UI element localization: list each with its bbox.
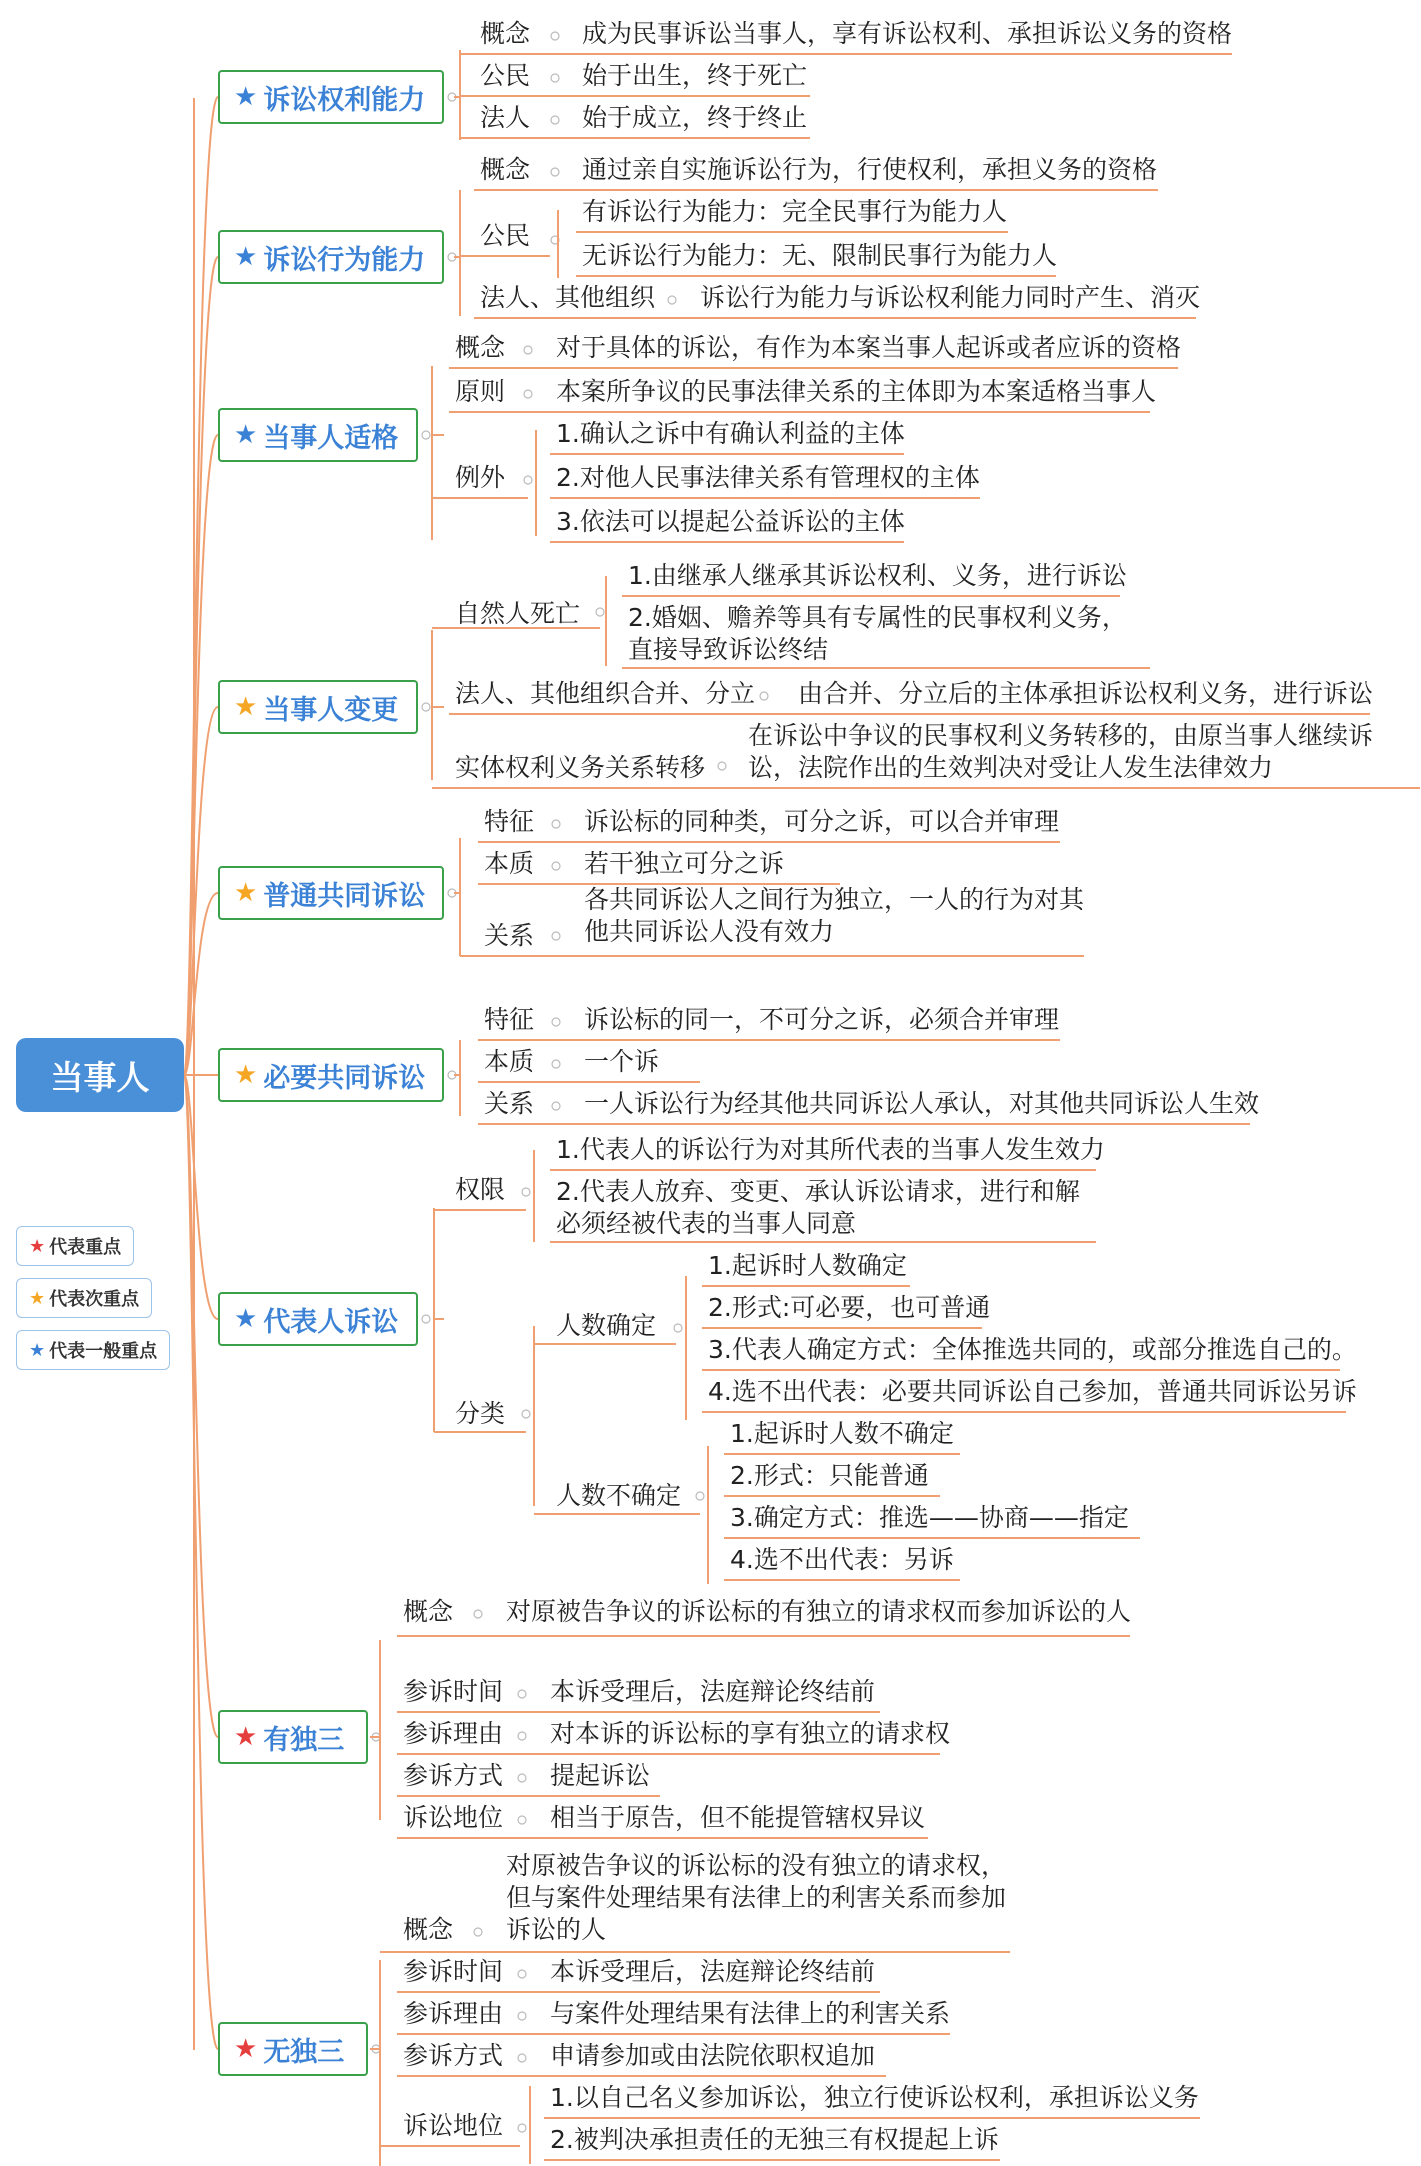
- topic-label: 诉讼权利能力: [263, 84, 426, 116]
- node-text: 1.以自己名义参加诉讼，独立行使诉讼权利，承担诉讼义务: [550, 2083, 1199, 2112]
- star-icon: ★: [234, 2034, 258, 2064]
- node-text: 分类: [455, 1399, 506, 1428]
- collapse-dot-icon[interactable]: [422, 431, 430, 439]
- collapse-dot-icon[interactable]: [760, 692, 768, 700]
- topic-node[interactable]: [218, 866, 444, 920]
- collapse-dot-icon[interactable]: [524, 390, 532, 398]
- topic-label: 当事人变更: [263, 694, 399, 726]
- star-icon: ★: [234, 1304, 258, 1334]
- node-text: 公民: [480, 221, 531, 250]
- node-text: 若干独立可分之诉: [584, 849, 785, 878]
- topic-label: 无独三: [263, 2036, 345, 2068]
- node-text: 2.被判决承担责任的无独三有权提起上诉: [550, 2125, 999, 2154]
- legend-label: 代表次重点: [49, 1289, 140, 1310]
- node-text: 诉讼地位: [403, 2111, 504, 2140]
- node-text: 对原被告争议的诉讼标的有独立的请求权而参加诉讼的人: [506, 1597, 1132, 1626]
- topic-node[interactable]: [218, 680, 418, 734]
- star-icon: ★: [29, 1235, 46, 1257]
- collapse-dot-icon[interactable]: [552, 932, 560, 940]
- node-text: 1.代表人的诉讼行为对其所代表的当事人发生效力: [556, 1135, 1105, 1164]
- node-text: 参诉时间: [403, 1677, 504, 1706]
- node-text: 成为民事诉讼当事人，享有诉讼权利、承担诉讼义务的资格: [582, 19, 1233, 48]
- collapse-dot-icon[interactable]: [668, 296, 676, 304]
- node-text: 2.代表人放弃、变更、承认诉讼请求，进行和解必须经被代表的当事人同意: [556, 1177, 1080, 1238]
- topic-node[interactable]: [218, 1292, 418, 1346]
- node-text: 2.形式：只能普通: [730, 1461, 929, 1490]
- node-text: 对于具体的诉讼，有作为本案当事人起诉或者应诉的资格: [556, 333, 1182, 362]
- collapse-dot-icon[interactable]: [522, 1188, 530, 1196]
- node-text: 1.起诉时人数确定: [708, 1251, 907, 1280]
- collapse-dot-icon[interactable]: [551, 74, 559, 82]
- node-text: 关系: [484, 921, 535, 950]
- node-text: 特征: [484, 1005, 535, 1034]
- collapse-dot-icon[interactable]: [551, 168, 559, 176]
- collapse-dot-icon[interactable]: [551, 32, 559, 40]
- root-branch-curve: [184, 435, 218, 1075]
- node-text: 由合并、分立后的主体承担诉讼权利义务，进行诉讼: [798, 679, 1374, 708]
- node-text: 公民: [480, 61, 531, 90]
- node-text: 本质: [484, 849, 535, 878]
- node-text: 人数不确定: [556, 1481, 682, 1510]
- collapse-dot-icon[interactable]: [524, 476, 532, 484]
- node-text: 一个诉: [584, 1047, 660, 1076]
- node-text: 1.起诉时人数不确定: [730, 1419, 954, 1448]
- star-icon: ★: [234, 420, 258, 450]
- node-text: 在诉讼中争议的民事权利义务转移的，由原当事人继续诉讼，法院作出的生效判决对受让人发生法律效力: [748, 721, 1374, 782]
- star-icon: ★: [29, 1339, 46, 1361]
- collapse-dot-icon[interactable]: [518, 1732, 526, 1740]
- node-text: 1.确认之诉中有确认利益的主体: [556, 419, 905, 448]
- collapse-dot-icon[interactable]: [422, 1315, 430, 1323]
- star-icon: ★: [234, 878, 258, 908]
- collapse-dot-icon[interactable]: [518, 2124, 526, 2132]
- node-text: 参诉时间: [403, 1957, 504, 1986]
- collapse-dot-icon[interactable]: [551, 116, 559, 124]
- collapse-dot-icon[interactable]: [552, 862, 560, 870]
- node-text: 1.由继承人继承其诉讼权利、义务，进行诉讼: [628, 561, 1127, 590]
- star-icon: ★: [234, 692, 258, 722]
- node-text: 本质: [484, 1047, 535, 1076]
- node-text: 概念: [480, 19, 531, 48]
- node-text: 参诉方式: [403, 1761, 504, 1790]
- legend-label: 代表重点: [49, 1237, 122, 1258]
- node-text: 法人: [480, 103, 531, 132]
- node-text: 3.代表人确定方式：全体推选共同的，或部分推选自己的。: [708, 1335, 1357, 1364]
- node-text: 本诉受理后，法庭辩论终结前: [550, 1677, 876, 1706]
- node-text: 诉讼行为能力与诉讼权利能力同时产生、消灭: [700, 283, 1201, 312]
- legend-item: [16, 1278, 152, 1318]
- collapse-dot-icon[interactable]: [696, 1492, 704, 1500]
- collapse-dot-icon[interactable]: [552, 1018, 560, 1026]
- node-text: 本案所争议的民事法律关系的主体即为本案适格当事人: [556, 377, 1157, 406]
- node-text: 4.选不出代表：必要共同诉讼自己参加，普通共同诉讼另诉: [708, 1377, 1357, 1406]
- collapse-dot-icon[interactable]: [596, 608, 604, 616]
- node-text: 法人、其他组织: [480, 283, 656, 312]
- node-text: 诉讼地位: [403, 1803, 504, 1832]
- node-text: 概念: [403, 1597, 454, 1626]
- node-text: 提起诉讼: [550, 1761, 651, 1790]
- topic-label: 必要共同诉讼: [263, 1062, 426, 1094]
- collapse-dot-icon[interactable]: [522, 1410, 530, 1418]
- star-icon: ★: [29, 1287, 46, 1309]
- node-text: 各共同诉讼人之间行为独立，一人的行为对其他共同诉讼人没有效力: [584, 885, 1085, 946]
- collapse-dot-icon[interactable]: [518, 2012, 526, 2020]
- node-text: 关系: [484, 1089, 535, 1118]
- node-text: 特征: [484, 807, 535, 836]
- root-branch-curve: [184, 707, 218, 1075]
- node-text: 原则: [455, 377, 506, 406]
- legend-item: [16, 1226, 134, 1266]
- topic-node[interactable]: [218, 1710, 368, 1764]
- node-text: 人数确定: [556, 1311, 657, 1340]
- node-text: 自然人死亡: [455, 599, 581, 628]
- star-icon: ★: [234, 242, 258, 272]
- node-text: 诉讼标的同种类，可分之诉，可以合并审理: [584, 807, 1060, 836]
- node-text: 参诉理由: [403, 1999, 504, 2028]
- node-text: 2.对他人民事法律关系有管理权的主体: [556, 463, 980, 492]
- collapse-dot-icon[interactable]: [552, 1102, 560, 1110]
- topic-node[interactable]: [218, 230, 444, 284]
- node-text: 权限: [455, 1175, 506, 1204]
- collapse-dot-icon[interactable]: [422, 703, 430, 711]
- topic-label: 有独三: [263, 1724, 345, 1756]
- node-text: 概念: [480, 155, 531, 184]
- node-text: 始于出生，终于死亡: [582, 61, 808, 90]
- star-icon: ★: [234, 82, 258, 112]
- collapse-dot-icon[interactable]: [518, 1774, 526, 1782]
- node-text: 2.婚姻、赡养等具有专属性的民事权利义务，直接导致诉讼终结: [628, 603, 1127, 664]
- node-text: 本诉受理后，法庭辩论终结前: [550, 1957, 876, 1986]
- topic-label: 代表人诉讼: [263, 1306, 399, 1338]
- star-icon: ★: [234, 1060, 258, 1090]
- node-text: 概念: [403, 1915, 454, 1944]
- node-text: 实体权利义务关系转移: [455, 753, 706, 782]
- node-text: 通过亲自实施诉讼行为，行使权利，承担义务的资格: [582, 155, 1158, 184]
- collapse-dot-icon[interactable]: [474, 1610, 482, 1618]
- topic-label: 当事人适格: [263, 422, 399, 454]
- collapse-dot-icon[interactable]: [518, 2054, 526, 2062]
- node-text: 3.依法可以提起公益诉讼的主体: [556, 507, 905, 536]
- node-text: 参诉方式: [403, 2041, 504, 2070]
- collapse-dot-icon[interactable]: [552, 1060, 560, 1068]
- topic-node[interactable]: [218, 408, 418, 462]
- node-text: 例外: [455, 463, 506, 492]
- root-node[interactable]: 当事人: [16, 1038, 184, 1112]
- topic-node[interactable]: [218, 2022, 368, 2076]
- node-text: 法人、其他组织合并、分立: [455, 679, 756, 708]
- collapse-dot-icon[interactable]: [552, 820, 560, 828]
- collapse-dot-icon[interactable]: [518, 1816, 526, 1824]
- topic-label: 普通共同诉讼: [263, 880, 426, 912]
- node-text: 4.选不出代表：另诉: [730, 1545, 954, 1574]
- topic-node[interactable]: [218, 1048, 444, 1102]
- collapse-dot-icon[interactable]: [718, 762, 726, 770]
- collapse-dot-icon[interactable]: [518, 1970, 526, 1978]
- legend-label: 代表一般重点: [49, 1341, 158, 1362]
- node-text: 申请参加或由法院依职权追加: [550, 2041, 876, 2070]
- node-text: 一人诉讼行为经其他共同诉讼人承认，对其他共同诉讼人生效: [584, 1089, 1260, 1118]
- node-text: 2.形式:可必要，也可普通: [708, 1293, 991, 1322]
- node-text: 相当于原告，但不能提管辖权异议: [550, 1803, 926, 1832]
- node-text: 参诉理由: [403, 1719, 504, 1748]
- node-text: 概念: [455, 333, 506, 362]
- topic-node[interactable]: [218, 70, 444, 124]
- collapse-dot-icon[interactable]: [674, 1324, 682, 1332]
- node-text: 无诉讼行为能力：无、限制民事行为能力人: [582, 241, 1058, 270]
- collapse-dot-icon[interactable]: [518, 1690, 526, 1698]
- node-text: 与案件处理结果有法律上的利害关系: [550, 1999, 951, 2028]
- collapse-dot-icon[interactable]: [474, 1928, 482, 1936]
- node-text: 对本诉的诉讼标的享有独立的请求权: [550, 1719, 951, 1748]
- node-text: 有诉讼行为能力：完全民事行为能力人: [582, 197, 1008, 226]
- collapse-dot-icon[interactable]: [524, 346, 532, 354]
- star-icon: ★: [234, 1722, 258, 1752]
- legend-item: [16, 1330, 170, 1370]
- node-text: 始于成立，终于终止: [582, 103, 808, 132]
- node-text: 3.确定方式：推选——协商——指定: [730, 1503, 1129, 1532]
- node-text: 对原被告争议的诉讼标的没有独立的请求权，但与案件处理结果有法律上的利害关系而参加诉讼的人: [506, 1851, 1007, 1944]
- topic-label: 诉讼行为能力: [263, 244, 426, 276]
- node-text: 诉讼标的同一，不可分之诉，必须合并审理: [584, 1005, 1060, 1034]
